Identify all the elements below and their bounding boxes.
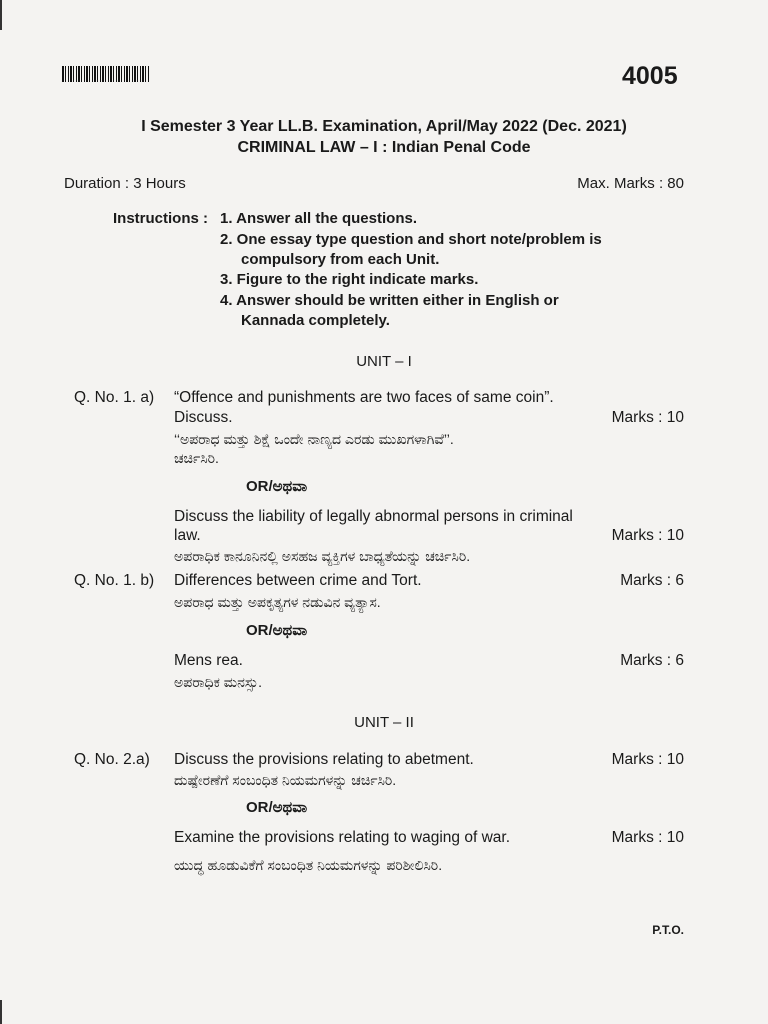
marks: Marks : 10 xyxy=(611,527,684,544)
question-text-kannada: ಚರ್ಚಿಸಿರಿ. xyxy=(174,450,219,466)
barcode xyxy=(62,66,150,82)
question-text: Discuss the liability of legally abnormal persons in criminal xyxy=(174,508,573,525)
unit-heading: UNIT – I xyxy=(356,353,412,370)
unit-heading: UNIT – II xyxy=(354,714,414,731)
question-text: Discuss the provisions relating to abetment. xyxy=(174,751,474,768)
question-text: Examine the provisions relating to waging of war. xyxy=(174,829,511,846)
question-text-kannada: ಅಪರಾಧಿಕ ಮನಸ್ಸು. xyxy=(174,674,262,690)
question-text-kannada: ದುಷ್ಪೇರಣೆಗೆ ಸಂಬಂಧಿತ ನಿಯಮಗಳನ್ನು ಚರ್ಚಿಸಿರಿ. xyxy=(174,772,397,788)
question-text: Discuss. xyxy=(174,409,233,426)
instruction-item: 4. Answer should be written either in English or xyxy=(220,292,559,309)
max-marks: Max. Marks : 80 xyxy=(577,175,684,192)
question-text: Mens rea. xyxy=(174,652,243,669)
marks: Marks : 6 xyxy=(620,572,684,589)
marks: Marks : 10 xyxy=(611,409,684,426)
scan-edge-mark xyxy=(0,1000,2,1024)
question-text: “Offence and punishments are two faces of same coin”. xyxy=(174,389,554,406)
question-text-kannada: ಅಪರಾಧಿಕ ಕಾನೂನಿನಲ್ಲಿ ಅಸಹಜ ವ್ಯಕ್ತಿಗಳ ಬಾಧ್ಯತೆಯನ್ನು ಚರ್ಚಿಸಿರಿ. xyxy=(174,548,471,564)
scan-edge-mark xyxy=(0,0,2,30)
or-separator: OR/ಅಥವಾ xyxy=(246,799,308,816)
instruction-item: 1. Answer all the questions. xyxy=(220,210,417,227)
question-text: Differences between crime and Tort. xyxy=(174,572,422,589)
marks: Marks : 10 xyxy=(611,829,684,846)
question-label: Q. No. 2.a) xyxy=(74,751,150,768)
instruction-item: 3. Figure to the right indicate marks. xyxy=(220,271,479,288)
question-label: Q. No. 1. a) xyxy=(74,389,155,406)
exam-title: I Semester 3 Year LL.B. Examination, April/May 2022 (Dec. 2021) xyxy=(141,118,627,135)
instruction-item: compulsory from each Unit. xyxy=(241,251,440,268)
or-separator: OR/ಅಥವಾ xyxy=(246,478,308,495)
question-label: Q. No. 1. b) xyxy=(74,572,155,589)
question-text: law. xyxy=(174,527,201,544)
question-text-kannada: ಯುದ್ಧ ಹೂಡುವಿಕೆಗೆ ಸಂಬಂಧಿತ ನಿಯಮಗಳನ್ನು ಪರಿಶೀಲಿಸಿರಿ. xyxy=(174,857,443,873)
question-text-kannada: ‘‘ಅಪರಾಧ ಮತ್ತು ಶಿಕ್ಷೆ ಒಂದೇ ನಾಣ್ಯದ ಎರಡು ಮುಖಗಳಾಗಿವೆ’’. xyxy=(174,431,454,447)
or-separator: OR/ಅಥವಾ xyxy=(246,622,308,639)
instruction-item: 2. One essay type question and short note/problem is xyxy=(220,231,602,248)
instructions-label: Instructions : xyxy=(113,210,209,227)
question-text-kannada: ಅಪರಾಧ ಮತ್ತು ಅಪಕೃತ್ಯಗಳ ನಡುವಿನ ವ್ಯತ್ಯಾಸ. xyxy=(174,594,381,610)
pto-note: P.T.O. xyxy=(652,923,684,937)
duration: Duration : 3 Hours xyxy=(64,175,186,192)
marks: Marks : 10 xyxy=(611,751,684,768)
instruction-item: Kannada completely. xyxy=(241,312,390,329)
paper-code: 4005 xyxy=(622,62,678,90)
marks: Marks : 6 xyxy=(620,652,684,669)
paper-title: CRIMINAL LAW – I : Indian Penal Code xyxy=(237,139,531,156)
